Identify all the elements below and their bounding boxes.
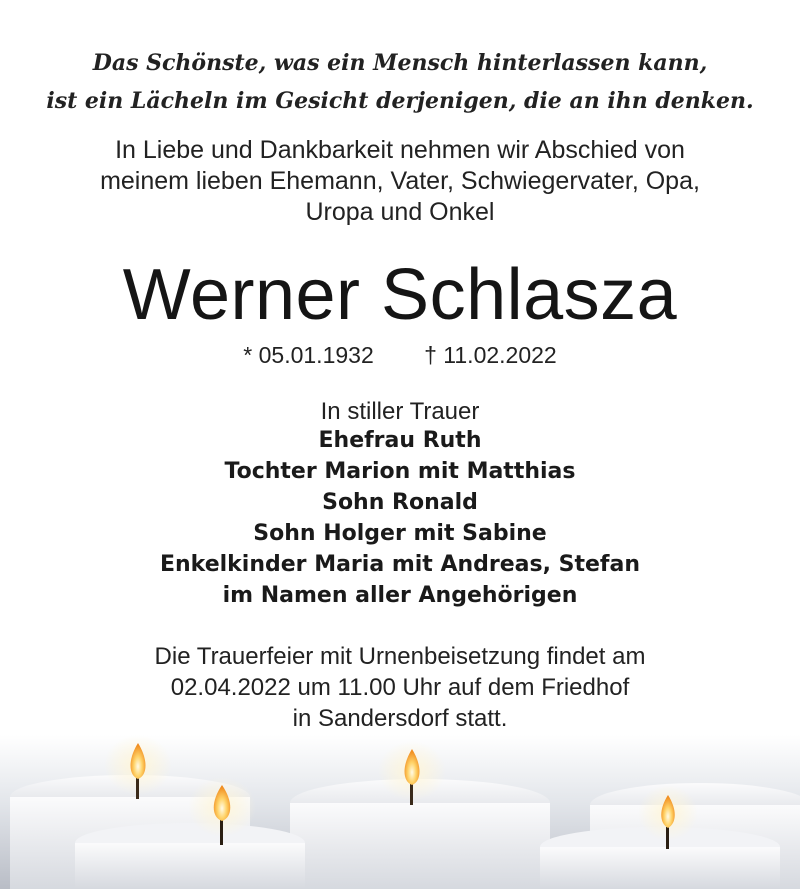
intro-text bbox=[0, 135, 800, 228]
service-line-1: Die Trauerfeier mit Urnenbeisetzung findet am bbox=[154, 643, 646, 670]
mourner-line: Tochter Marion mit Matthias bbox=[224, 459, 576, 484]
mourner-line: Sohn Holger mit Sabine bbox=[253, 521, 547, 546]
service-info bbox=[0, 641, 800, 734]
deceased-name: Werner Schlasza bbox=[122, 255, 678, 335]
service-line-2: 02.04.2022 um 11.00 Uhr auf dem Friedhof bbox=[170, 674, 630, 701]
mourner-line: Ehefrau Ruth bbox=[318, 428, 482, 453]
quote-line-1: Das Schönste, was ein Mensch hinterlassen kann, bbox=[92, 50, 708, 76]
mourning-heading: In stiller Trauer bbox=[320, 398, 480, 425]
intro-line-2: meinem lieben Ehemann, Vater, Schwiegervater, Opa, bbox=[100, 167, 700, 195]
mourner-line: im Namen aller Angehörigen bbox=[222, 583, 578, 608]
quote bbox=[0, 44, 800, 120]
candles-image bbox=[0, 735, 800, 889]
life-dates bbox=[0, 340, 800, 370]
death-date: † 11.02.2022 bbox=[424, 342, 557, 368]
mourner-line: Enkelkinder Maria mit Andreas, Stefan bbox=[159, 552, 640, 577]
intro-line-3: Uropa und Onkel bbox=[305, 198, 495, 226]
intro-line-1: In Liebe und Dankbarkeit nehmen wir Abschied von bbox=[115, 136, 685, 164]
service-line-3: in Sandersdorf statt. bbox=[292, 705, 508, 732]
mourner-line: Sohn Ronald bbox=[322, 490, 478, 515]
birth-date: * 05.01.1932 bbox=[243, 342, 374, 368]
mourners-list bbox=[0, 425, 800, 611]
quote-line-2: ist ein Lächeln im Gesicht derjenigen, die an ihn denken. bbox=[46, 88, 754, 114]
